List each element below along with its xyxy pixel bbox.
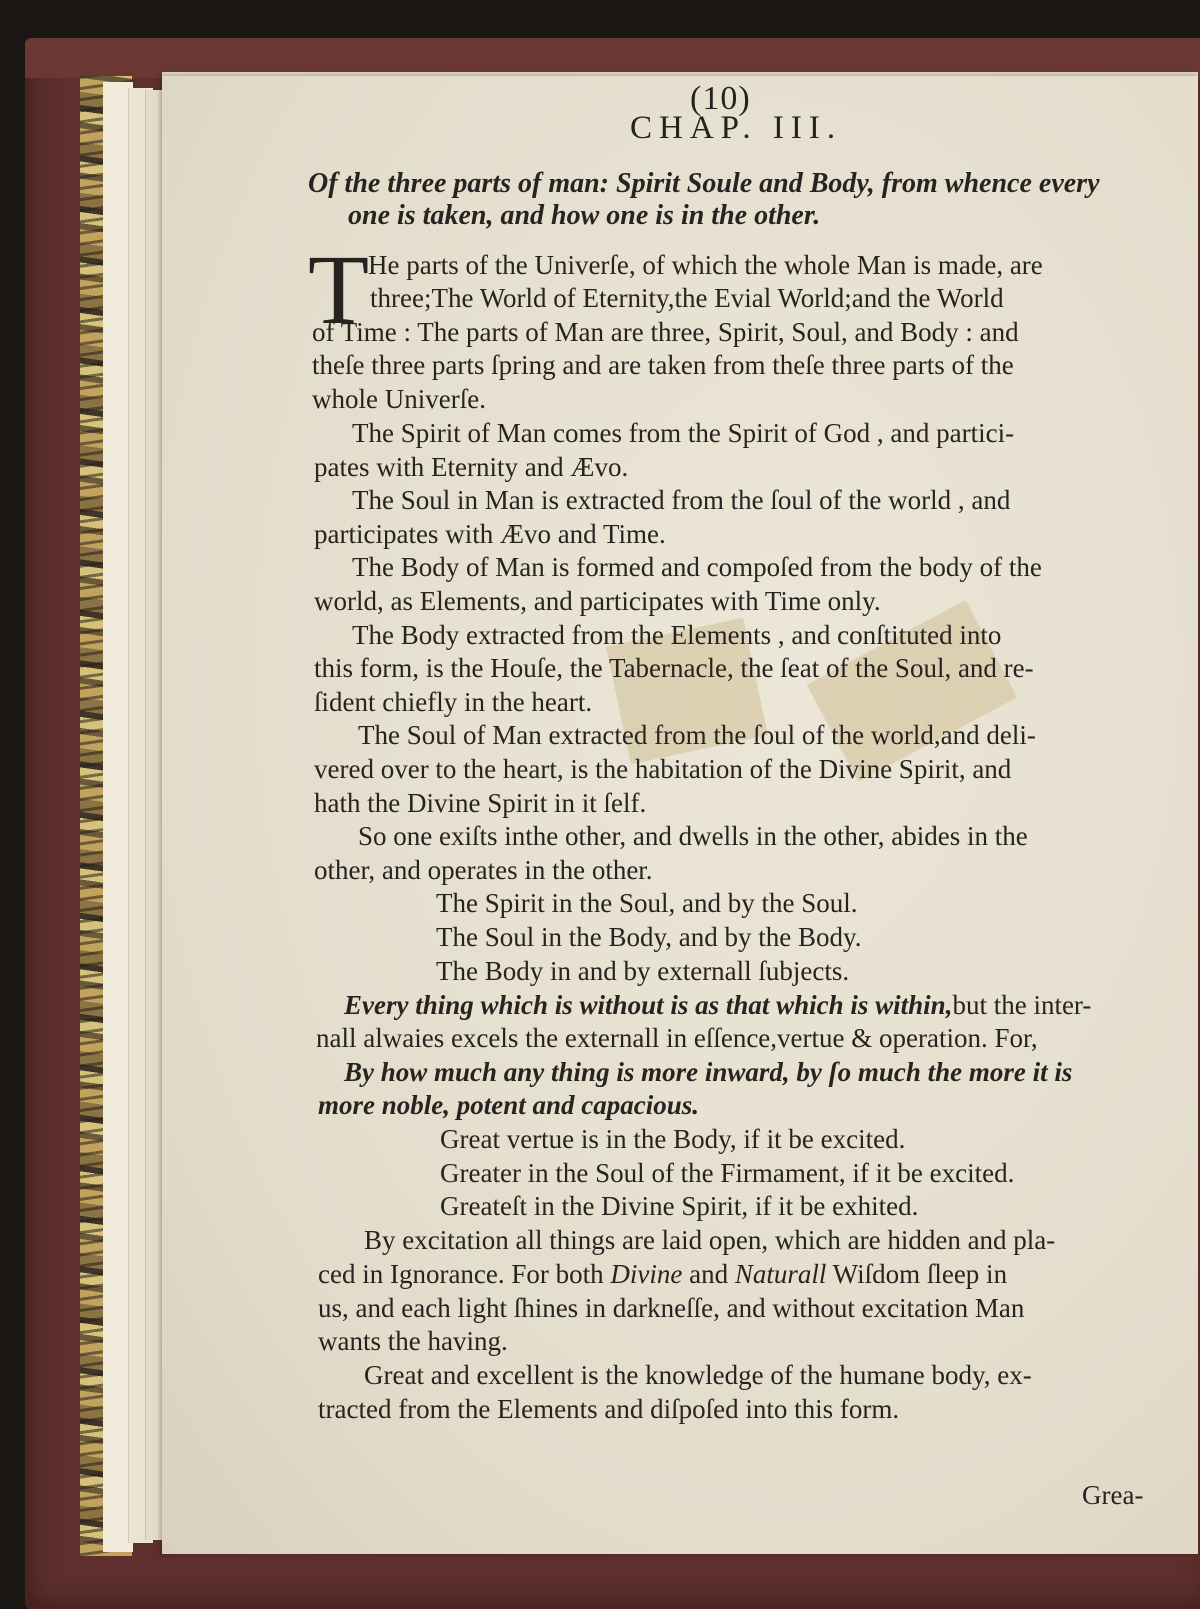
text-line: tracted from the Elements and diſpoſed into this form.: [318, 1394, 900, 1424]
text-line: of Time : The parts of Man are three, Spirit, Soul, and Body : and: [312, 317, 1019, 347]
text-line: [344, 990, 1091, 1021]
text-line: hath the Divine Spirit in it ſelf.: [314, 788, 647, 818]
catchword: Grea-: [1082, 1480, 1144, 1510]
text-line: wants the having.: [318, 1326, 508, 1356]
text-line: whole Univerſe.: [312, 384, 486, 414]
text-line: The Body extracted from the Elements , and conſtituted into: [352, 620, 1002, 650]
text-line: The Body in and by externall ſubjects.: [436, 956, 850, 986]
text-line: He parts of the Univerſe, of which the whole Man is made, are: [368, 250, 1043, 280]
text-line: The Spirit in the Soul, and by the Soul.: [436, 888, 858, 918]
text-line: three;The World of Eternity,the Evial World;and the World: [370, 283, 1004, 313]
text-line: So one exiſts inthe other, and dwells in the other, abides in the: [358, 821, 1028, 851]
text-line: participates with Ævo and Time.: [314, 519, 666, 549]
text-line: The Soul in the Body, and by the Body.: [436, 922, 862, 952]
text-line: Greateſt in the Divine Spirit, if it be exhited.: [440, 1191, 919, 1221]
text-line: ſident chiefly in the heart.: [314, 687, 593, 717]
text-line: [318, 1259, 1007, 1290]
text-line: pates with Eternity and Ævo.: [314, 452, 629, 482]
page-number: (10): [690, 80, 751, 117]
text-line: us, and each light ſhines in darkneſſe, and without excitation Man: [318, 1293, 1025, 1323]
text-line: By how much any thing is more inward, by ſo much the more it is: [344, 1057, 1073, 1087]
drop-cap: T: [308, 234, 370, 345]
chapter-heading-line: one is taken, and how one is in the other.: [348, 200, 821, 231]
text-line: this form, is the Houſe, the Tabernacle, the ſeat of the Soul, and re-: [314, 653, 1034, 683]
text-line: The Soul of Man extracted from the ſoul of the world,and deli-: [358, 720, 1036, 750]
text-span: but the inter-: [952, 990, 1092, 1020]
text-span: Wiſdom ſleep in: [826, 1259, 1008, 1289]
text-line: theſe three parts ſpring and are taken from theſe three parts of the: [312, 350, 1014, 380]
text-line: vered over to the heart, is the habitation of the Divine Spirit, and: [314, 754, 1012, 784]
text-line: Great and excellent is the knowledge of the humane body, ex-: [364, 1360, 1032, 1390]
italic-phrase: Every thing which is without is as that which is within,: [344, 990, 953, 1020]
text-line: Greater in the Soul of the Firmament, if it be excited.: [440, 1158, 1015, 1188]
italic-word: Divine: [610, 1259, 683, 1289]
text-span: ced in Ignorance. For both: [318, 1259, 611, 1289]
text-span: and: [682, 1259, 735, 1289]
text-line: Great vertue is in the Body, if it be excited.: [440, 1124, 906, 1154]
text-line: more noble, potent and capacious.: [318, 1090, 700, 1120]
text-line: By excitation all things are laid open, which are hidden and pla-: [364, 1225, 1056, 1255]
text-line: other, and operates in the other.: [314, 855, 653, 885]
italic-word: Naturall: [734, 1259, 827, 1289]
text-line: The Body of Man is formed and compoſed from the body of the: [352, 552, 1042, 582]
text-line: world, as Elements, and participates with Time only.: [314, 586, 881, 616]
text-line: The Soul in Man is extracted from the ſoul of the world , and: [352, 485, 1011, 515]
text-line: The Spirit of Man comes from the Spirit of God , and partici-: [352, 418, 1015, 448]
chapter-heading-line: Of the three parts of man: Spirit Soule and Body, from whence every: [308, 168, 1100, 199]
chapter-title: CHAP. III.: [630, 110, 843, 146]
text-line: nall alwaies excels the externall in eſſence,vertue & operation. For,: [316, 1023, 1038, 1053]
